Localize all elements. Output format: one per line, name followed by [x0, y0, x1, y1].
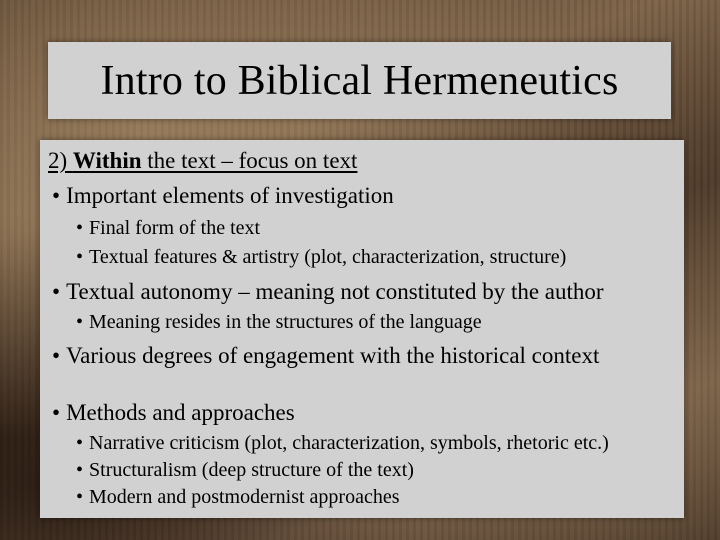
- bullet-icon: •: [52, 183, 61, 208]
- heading-rest: the text – focus on text: [141, 148, 358, 173]
- bullet-icon: •: [76, 432, 84, 454]
- bullet-icon: •: [52, 400, 61, 425]
- list-item-structuralism: [76, 459, 414, 482]
- list-item-narrative-criticism: [76, 432, 609, 455]
- bullet-icon: •: [76, 311, 84, 333]
- list-item-textual-autonomy: [52, 279, 604, 305]
- list-item-final-form: [76, 217, 260, 240]
- heading-bold: Within: [72, 148, 142, 173]
- list-item-text: Methods and approaches: [66, 400, 295, 425]
- list-item-modern-approaches: [76, 486, 400, 509]
- list-item-text: Important elements of investigation: [66, 183, 394, 208]
- list-item-text: Structuralism (deep structure of the text): [89, 459, 414, 481]
- bullet-icon: •: [76, 246, 84, 268]
- bullet-icon: •: [76, 459, 84, 481]
- list-item-text: Textual features & artistry (plot, characterization, structure): [89, 246, 567, 268]
- title-box: [48, 42, 671, 119]
- bullet-icon: •: [76, 217, 84, 239]
- list-item-methods: [52, 400, 295, 426]
- heading-prefix: 2): [48, 148, 73, 173]
- bullet-icon: •: [52, 343, 61, 368]
- list-item-meaning-resides: [76, 311, 482, 334]
- list-item-text: Meaning resides in the structures of the language: [89, 311, 482, 333]
- list-item-important-elements: [52, 183, 394, 209]
- slide-title: Intro to Biblical Hermeneutics: [100, 57, 619, 104]
- list-item-text: Final form of the text: [89, 217, 261, 239]
- list-item-historical-context: [52, 343, 599, 369]
- list-item-text: Textual autonomy – meaning not constituted by the author: [66, 279, 604, 304]
- list-item-text: Modern and postmodernist approaches: [89, 486, 400, 508]
- list-item-text: Various degrees of engagement with the historical context: [66, 343, 600, 368]
- bullet-icon: •: [52, 279, 61, 304]
- bullet-icon: •: [76, 486, 84, 508]
- list-item-text: Narrative criticism (plot, characterization, symbols, rhetoric etc.): [89, 432, 609, 454]
- section-heading: [48, 148, 357, 174]
- content-box: [40, 140, 684, 518]
- list-item-textual-features: [76, 246, 566, 269]
